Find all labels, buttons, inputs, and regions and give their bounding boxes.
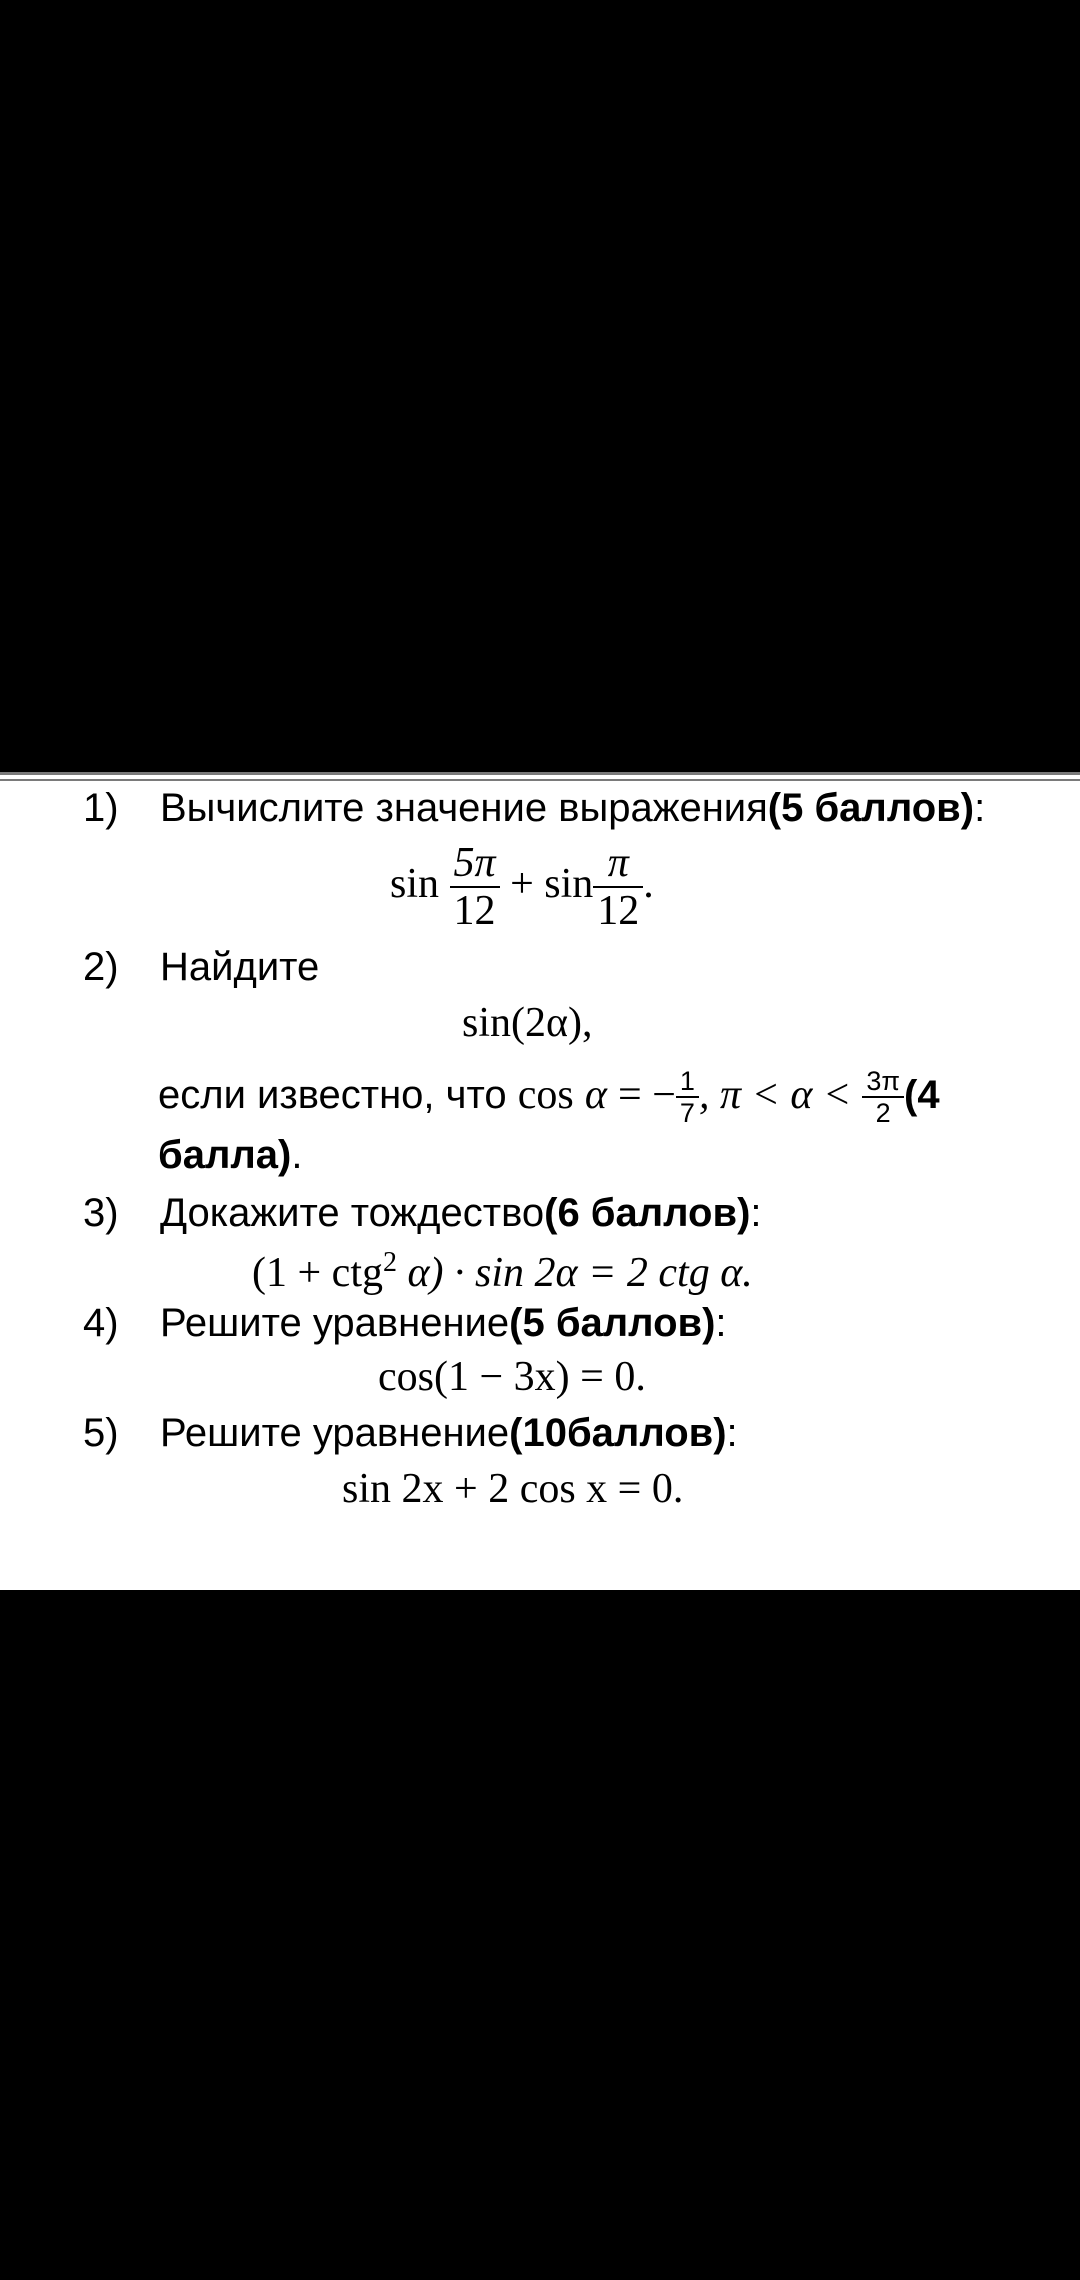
condition-equals: = − (618, 1072, 676, 1118)
problem-5-statement: Решите уравнение(10баллов): (160, 1411, 738, 1455)
problem-3-text: Докажите тождество (160, 1191, 545, 1235)
condition-cos: cos (517, 1072, 574, 1118)
problem-1-colon: : (974, 786, 986, 830)
problem-5-number: 5) (83, 1411, 119, 1455)
fraction-pi-12: $\frac{\pi}{12}$ (593, 840, 643, 934)
problem-5-points: (10баллов) (509, 1411, 727, 1455)
problem-1-statement (160, 783, 985, 833)
problem-2-text: Найдите (160, 945, 320, 989)
problem-4-statement: Решите уравнение(5 баллов): (160, 1301, 727, 1345)
problem-1-number: 1) (83, 786, 119, 830)
fraction-3pi-2: $\frac{3\pi}{2}$ (862, 1066, 904, 1128)
problem-2-number: 2) (83, 945, 119, 989)
problem-3-number: 3) (83, 1191, 119, 1235)
problem-2-formula: sin(2α), (462, 1000, 593, 1046)
worksheet (0, 772, 1080, 1590)
problem-5-text: Решите уравнение (160, 1411, 510, 1455)
problem-5-formula: sin 2x + 2 cos x = 0. (342, 1466, 684, 1512)
plus-sign: + (510, 861, 534, 907)
problem-4-formula: cos(1 − 3x) = 0. (378, 1354, 646, 1400)
condition-text: если известно, что (158, 1073, 507, 1117)
formula-sin-2: sin (544, 861, 594, 907)
formula-sin-1: sin (390, 861, 440, 907)
problem-1-points: (5 баллов) (767, 786, 975, 830)
fraction-1-7: $\frac{1}{7}$ (676, 1066, 699, 1128)
top-rule-thin (0, 779, 1080, 781)
problem-2-points-line: балла). (158, 1133, 303, 1177)
problem-4-text: Решите уравнение (160, 1301, 510, 1345)
problem-4-number: 4) (83, 1301, 119, 1345)
problem-3-statement: Докажите тождество(6 баллов): (160, 1191, 762, 1235)
condition-interval: , π < α < (698, 1072, 852, 1118)
problem-2-condition (158, 1050, 940, 1140)
problem-1-text: Вычислите значение выражения (160, 786, 768, 830)
problem-2-points-end: балла) (158, 1133, 292, 1177)
problem-3-formula: (1 + ctg$^2$ α) · sin 2α = 2 ctg α. (252, 1247, 753, 1296)
problem-2-points-start: (4 (904, 1073, 940, 1117)
condition-alpha: α (584, 1072, 607, 1118)
top-rule (0, 772, 1080, 775)
problem-4-points: (5 баллов) (509, 1301, 716, 1345)
problem-3-points: (6 баллов) (544, 1191, 751, 1235)
fraction-5pi-12: $\frac{5\pi}{12}$ (450, 840, 500, 934)
problem-1-formula: sin $\frac{5\pi}{12}$ + sin $\frac{\pi}{12}$ . (390, 840, 654, 935)
